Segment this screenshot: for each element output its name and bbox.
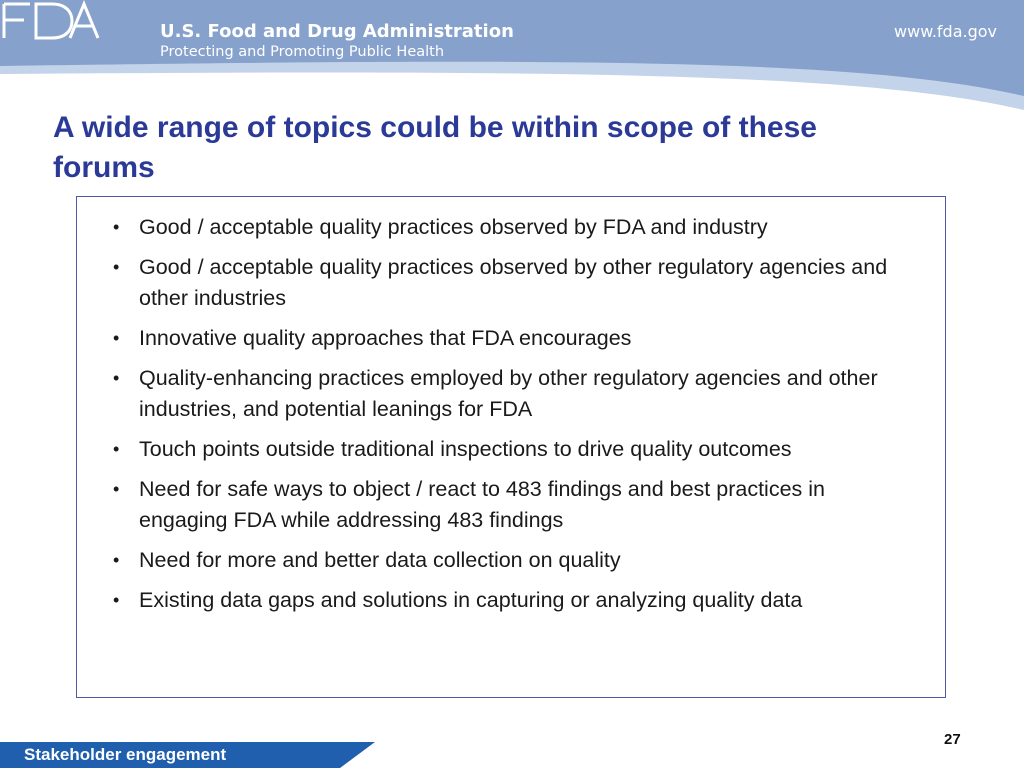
bullet-text: Good / acceptable quality practices observed by other regulatory agencies and other industries: [139, 255, 888, 310]
fda-logo: [0, 0, 100, 42]
bullet-text: Need for more and better data collection on quality: [139, 548, 621, 572]
footer-section-label: [0, 742, 380, 768]
list-item: [113, 363, 915, 425]
agency-name: U.S. Food and Drug Administration: [160, 21, 514, 42]
bullet-icon: •: [113, 439, 120, 459]
list-item: [113, 323, 915, 354]
list-item: [113, 545, 915, 576]
list-item: [113, 434, 915, 465]
list-item: [113, 585, 915, 616]
list-item: [113, 212, 915, 243]
bullet-icon: •: [113, 257, 120, 277]
bullet-icon: •: [113, 328, 120, 348]
header-wave-background: [0, 0, 1024, 110]
bullet-icon: •: [113, 590, 120, 610]
bullet-text: Touch points outside traditional inspections to drive quality outcomes: [139, 437, 792, 461]
bullet-text: Existing data gaps and solutions in capturing or analyzing quality data: [139, 588, 803, 612]
bullet-text: Good / acceptable quality practices observed by FDA and industry: [139, 215, 768, 239]
header-banner: [0, 0, 1024, 110]
bullet-icon: •: [113, 368, 120, 388]
list-item: [113, 252, 915, 314]
bullet-text: Quality-enhancing practices employed by other regulatory agencies and other industries, and potential leanings for FDA: [139, 366, 878, 421]
bullet-icon: •: [113, 479, 120, 499]
agency-tagline: Protecting and Promoting Public Health: [160, 44, 445, 60]
bullet-list: [77, 197, 945, 616]
list-item: [113, 474, 915, 536]
footer-label: Stakeholder engagement: [24, 745, 227, 764]
bullet-content-box: [76, 196, 946, 698]
bullet-icon: •: [113, 550, 120, 570]
bullet-text: Need for safe ways to object / react to 483 findings and best practices in engaging FDA while addressing 483 findings: [139, 477, 825, 532]
page-number: 27: [944, 731, 961, 748]
slide-title: A wide range of topics could be within scope of these forums: [53, 111, 817, 184]
site-url-link[interactable]: www.fda.gov: [894, 22, 997, 41]
bullet-icon: •: [113, 217, 120, 237]
bullet-text: Innovative quality approaches that FDA encourages: [139, 326, 632, 350]
